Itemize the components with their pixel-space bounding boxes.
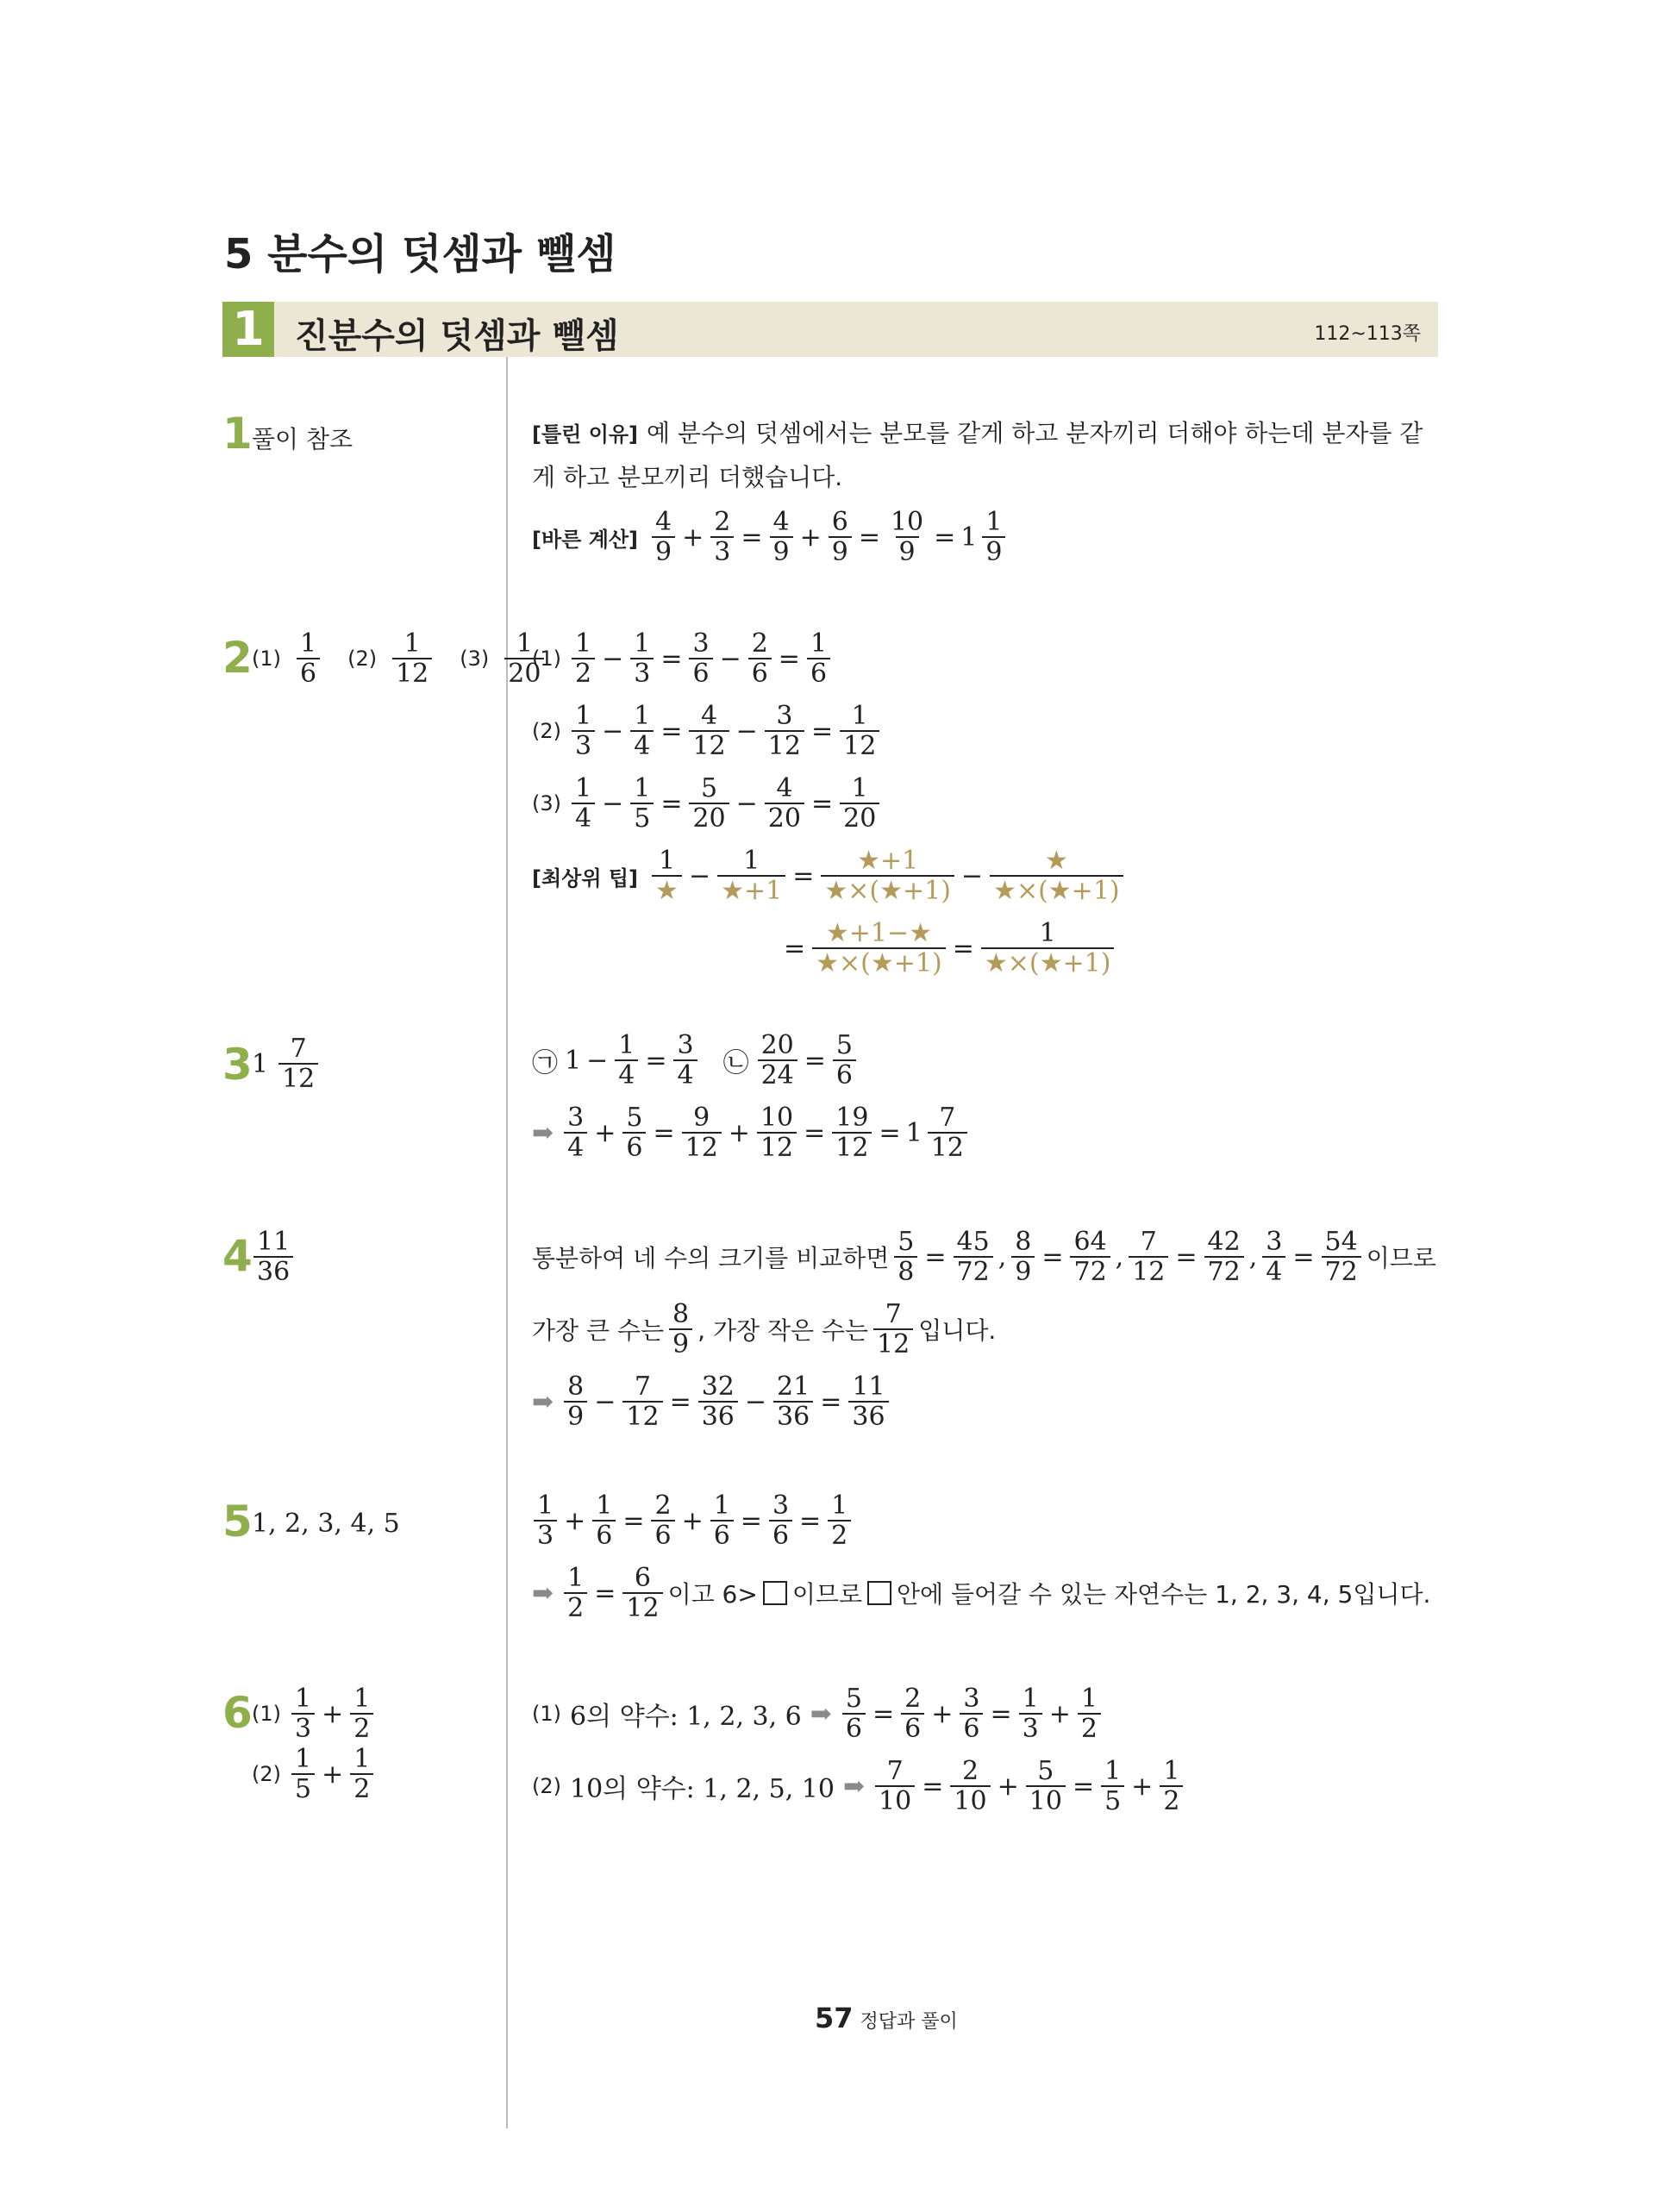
largest-smallest-line: 가장 큰 수는 $\frac{8}{9}$ , 가장 작은 수는 $\frac{7}{12}$ 입니다. (532, 1299, 997, 1359)
page-footer (815, 2002, 958, 2034)
page-number: 57 (815, 2002, 854, 2034)
section-title: 진분수의 덧셈과 뺄셈 (295, 316, 619, 356)
fraction: $\frac{4}{9}$ (652, 508, 675, 566)
arrow-icon: ➡ (842, 1771, 866, 1802)
tip-line-2: = $\frac{★+1-★}{★\times(★+1)}$ = $\frac{1}{★\times(★+1)}$ (532, 919, 1442, 978)
answer: $\frac{11}{36}$ (252, 1228, 295, 1286)
solution (532, 1491, 1442, 1636)
reason-text: 예 분수의 덧셈에서는 분모를 같게 하고 분자끼리 더해야 하는데 분자를 같게 하고 분모끼리 더했습니다. (532, 419, 1423, 491)
answer: 1 $\frac{7}{12}$ (252, 1034, 320, 1093)
calc-line-2: (2) $\frac{1}{3}$ − $\frac{1}{4}$ = $\frac{4}{12}$ − $\frac{3}{12}$ = $\frac{1}{12}$ (532, 702, 1442, 760)
problem-number: 2 (222, 633, 253, 683)
arrow-icon: ➡ (810, 1698, 832, 1729)
blank-box-icon (867, 1581, 891, 1605)
calc-line-2: ➡ $\frac{1}{2}$ = $\frac{6}{12}$ 이고 6> 이므로 안에 들어갈 수 있는 자연수는 1, 2, 3, 4, 5입니다. (532, 1563, 1431, 1623)
blank-box-icon (763, 1581, 787, 1605)
solution (532, 412, 1442, 580)
column-divider (506, 357, 508, 2128)
arrow-icon: ➡ (532, 1578, 554, 1609)
problem-number: 4 (222, 1231, 253, 1281)
section-number: 1 (222, 302, 274, 357)
section-pages: 112~113쪽 (1314, 323, 1421, 345)
solution (532, 1228, 1442, 1445)
calc-line-3: (3) $\frac{1}{4}$ − $\frac{1}{5}$ = $\frac{5}{20}$ − $\frac{4}{20}$ = $\frac{1}{20}$ (532, 774, 1442, 833)
calc-line-1: (1) $\frac{1}{2}$ − $\frac{1}{3}$ = $\frac{3}{6}$ − $\frac{2}{6}$ = $\frac{1}{6}$ (532, 629, 1442, 688)
solution (532, 629, 1442, 991)
fraction: $\frac{10}{9}$ (890, 507, 924, 567)
reason-tag: [틀린 이유] (532, 422, 639, 447)
arrow-icon: ➡ (532, 1386, 554, 1417)
fraction: $\frac{6}{9}$ (829, 508, 852, 566)
calc-line-2: (2) 10의 약수: 1, 2, 5, 10 ➡ $\frac{7}{10}$ = $\frac{2}{10}$ + $\frac{5}{10}$ = $\frac{1}{5}$ + $\frac{1}{2}$ (532, 1757, 1442, 1815)
problem-number: 3 (222, 1040, 253, 1090)
tip-line-1: [최상위 팁] $\frac{1}{★}$ − $\frac{1}{★+1}$ = $\frac{★+1}{★\times(★+1)}$ − $\frac{★}{★\times(★+1)}$ (532, 847, 1442, 905)
calc-line-1: $\frac{1}{3}$ + $\frac{1}{6}$ = $\frac{2}{6}$ + $\frac{1}{6}$ = $\frac{3}{6}$ = $\frac{1}{2}$ (532, 1491, 1442, 1550)
problem-number: 5 (222, 1497, 253, 1547)
solution (532, 1031, 1442, 1176)
compare-line: 통분하여 네 수의 크기를 비교하면 $\frac{5}{8}$ = $\frac{45}{72}$ , $\frac{8}{9}$ = $\frac{64}{72}$ , $\frac{7}{12}$ = $\frac{42}{72}$ , $\frac{3}{4}$ = $\frac{54}{72}$ 이므로 (532, 1227, 1436, 1287)
calc-line-2: ➡ $\frac{3}{4}$ + $\frac{5}{6}$ = $\frac{9}{12}$ + $\frac{10}{12}$ = $\frac{19}{12}$ = 1 $\frac{7}{12}$ (532, 1103, 1442, 1162)
section-header (222, 302, 1438, 357)
reason-paragraph (532, 412, 1442, 499)
solution (532, 1684, 1442, 1829)
calc-line-1: (1) 6의 약수: 1, 2, 3, 6 ➡ $\frac{5}{6}$ = $\frac{2}{6}$ + $\frac{3}{6}$ = $\frac{1}{3}$ + $\frac{1}{2}$ (532, 1684, 1442, 1743)
answer: (1) $\frac{1}{3}$ + $\frac{1}{2}$ (2) $\frac{1}{5}$ + $\frac{1}{2}$ (252, 1684, 375, 1803)
answer: 1, 2, 3, 4, 5 (252, 1509, 400, 1539)
arrow-icon: ➡ (532, 1117, 554, 1148)
calc-line: ➡ $\frac{8}{9}$ − $\frac{7}{12}$ = $\frac{32}{36}$ − $\frac{21}{36}$ = $\frac{11}{36}$ (532, 1372, 1442, 1431)
correct-calc: [바른 계산] $\frac{4}{9}$ + $\frac{2}{3}$ = $\frac{4}{9}$ + $\frac{6}{9}$ = $\frac{10}{9}$ = 1 $\frac{1}{9}$ (532, 508, 1442, 566)
answer: (1) $\frac{1}{6}$ (2) $\frac{1}{12}$ (3) $\frac{1}{20}$ (252, 629, 546, 688)
correct-tag: [바른 계산] (532, 527, 639, 552)
answer: 풀이 참조 (252, 425, 353, 453)
tip-tag: [최상위 팁] (532, 865, 639, 890)
fraction: $\frac{2}{3}$ (710, 508, 734, 566)
fraction: $\frac{4}{9}$ (770, 508, 793, 566)
chapter-title: 5 분수의 덧셈과 뺄셈 (224, 230, 616, 278)
fraction: $\frac{1}{9}$ (982, 508, 1005, 566)
footer-label: 정답과 풀이 (860, 2011, 958, 2033)
calc-line-1: ㉠ 1 − $\frac{1}{4}$ = $\frac{3}{4}$ ㉡ $\frac{20}{24}$ = $\frac{5}{6}$ (532, 1031, 1442, 1090)
problem-number: 1 (222, 409, 253, 459)
problem-number: 6 (222, 1688, 253, 1738)
